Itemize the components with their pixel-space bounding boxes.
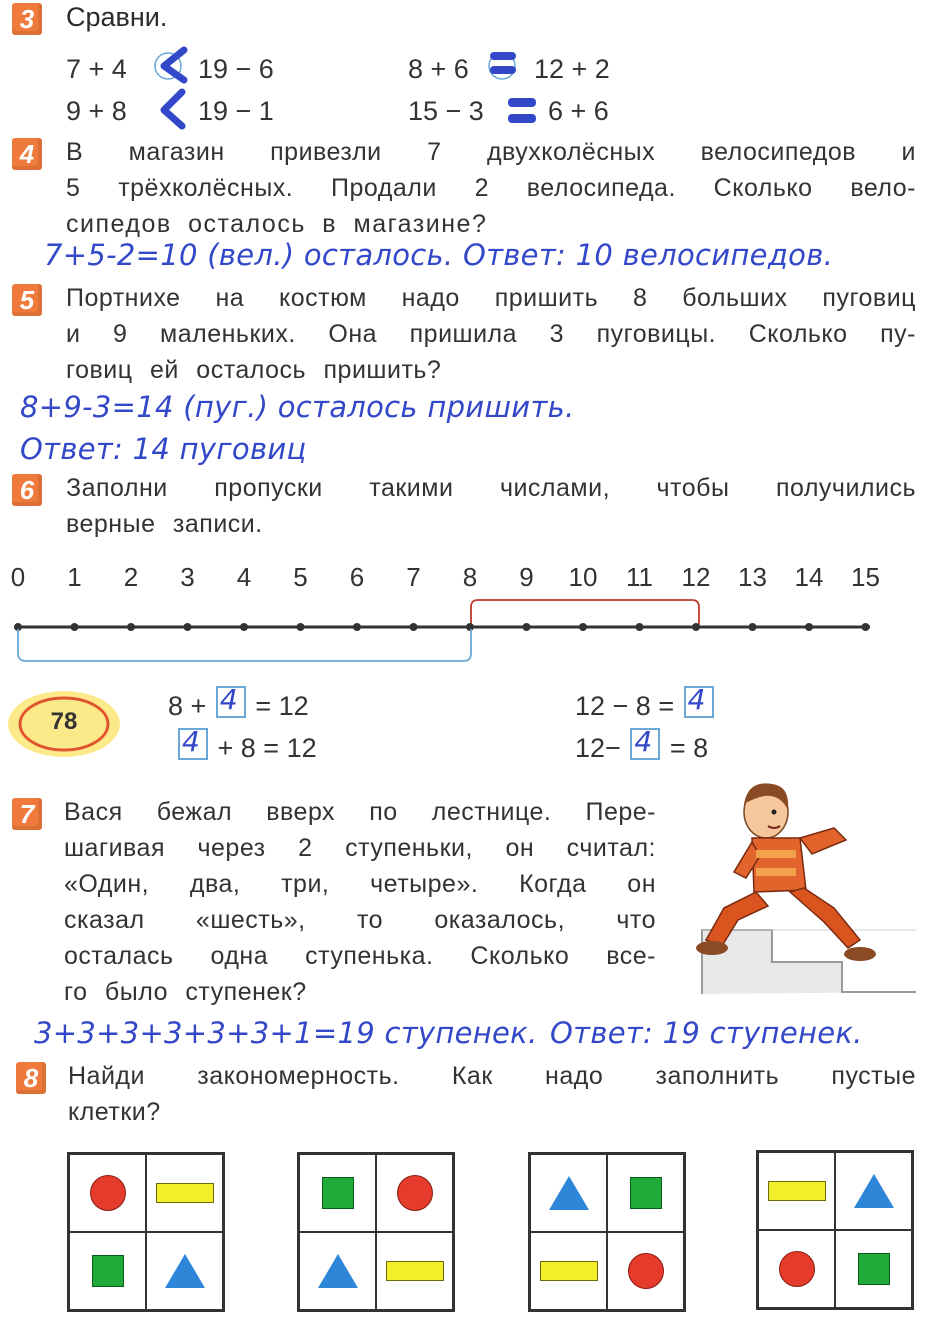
rect-shape bbox=[386, 1261, 444, 1281]
less-than-sign-1 bbox=[152, 44, 192, 84]
square-shape bbox=[630, 1177, 662, 1209]
grid-cell bbox=[530, 1154, 607, 1232]
number-line-label: 9 bbox=[519, 562, 534, 592]
task7-line-5: осталась одна ступенька. Сколько все- bbox=[64, 942, 656, 970]
pattern-grid-1 bbox=[67, 1152, 225, 1312]
equals-sign-2 bbox=[504, 94, 540, 128]
task3-expr-left-4: 15 − 3 bbox=[408, 96, 484, 126]
task7-handwritten-answer-1: 3+3+3+3+3+3+1=19 ступенек. bbox=[34, 1016, 538, 1050]
number-line-tick bbox=[297, 623, 305, 631]
number-line-label: 8 bbox=[462, 562, 478, 592]
number-line-label: 11 bbox=[626, 562, 653, 592]
square-shape bbox=[858, 1253, 890, 1285]
number-line-label: 5 bbox=[293, 562, 308, 592]
task-number-6: 6 bbox=[12, 474, 42, 506]
number-line-tick bbox=[410, 623, 418, 631]
grid-cell bbox=[835, 1152, 912, 1230]
grid-cell bbox=[299, 1232, 376, 1310]
task6-equation-2 bbox=[176, 725, 317, 764]
task8-line-2: клетки? bbox=[68, 1098, 161, 1126]
number-line-label: 0 bbox=[10, 562, 26, 592]
number-line-tick bbox=[184, 623, 192, 631]
task3-expr-right-4: 6 + 6 bbox=[548, 96, 609, 126]
answer-box bbox=[216, 683, 246, 718]
circle-shape bbox=[779, 1251, 815, 1287]
task7-line-3: «Один, два, три, четыре». Когда он bbox=[64, 870, 656, 898]
less-than-sign-2 bbox=[152, 88, 192, 130]
task3-title: Сравни. bbox=[66, 2, 168, 32]
task8-line-1: Найди закономерность. Как надо заполнить пустые bbox=[68, 1062, 916, 1090]
grid-cell bbox=[758, 1230, 835, 1308]
number-line-label: 13 bbox=[738, 562, 767, 592]
eq4-left: 12− bbox=[575, 733, 621, 763]
task7-line-6: го было ступенек? bbox=[64, 978, 307, 1006]
task7-line-4: сказал «шесть», то оказалось, что bbox=[64, 906, 656, 934]
task4-line-2: 5 трёхколёсных. Продали 2 велосипеда. Сколько вело- bbox=[66, 174, 916, 202]
task6-equation-1 bbox=[168, 683, 309, 722]
rect-shape bbox=[540, 1261, 598, 1281]
task4-line-1: В магазин привезли 7 двухколёсных велосипедов и bbox=[66, 138, 916, 166]
task3-expr-left-3: 8 + 6 bbox=[408, 54, 469, 84]
task7-line-2: шагивая через 2 ступеньки, он считал: bbox=[64, 834, 656, 862]
number-line-label: 2 bbox=[123, 562, 139, 592]
number-line-label: 4 bbox=[236, 562, 252, 592]
circle-shape bbox=[90, 1175, 126, 1211]
rect-shape bbox=[768, 1181, 826, 1201]
grid-cell bbox=[69, 1232, 146, 1310]
eq3-left: 12 − 8 = bbox=[575, 691, 675, 721]
task5-line-2: и 9 маленьких. Она пришила 3 пуговицы. Сколько пу- bbox=[66, 320, 916, 348]
number-line-label: 15 bbox=[851, 562, 880, 592]
eq2-right: + 8 = 12 bbox=[217, 733, 317, 763]
task4-line-3: сипедов осталось в магазине? bbox=[66, 210, 488, 238]
task5-line-1: Портнихе на костюм надо пришить 8 больших пуговиц bbox=[66, 284, 916, 312]
triangle-shape bbox=[854, 1174, 894, 1208]
answer-digit: 4 bbox=[634, 725, 653, 758]
answer-digit: 4 bbox=[687, 683, 706, 716]
grid-cell bbox=[530, 1232, 607, 1310]
eq4-right: = 8 bbox=[669, 733, 709, 763]
number-line-label: 12 bbox=[681, 562, 711, 592]
task4-handwritten-answer: 7+5-2=10 (вел.) осталось. Ответ: 10 велосипедов. bbox=[44, 238, 834, 272]
number-line-tick bbox=[466, 623, 474, 631]
number-line-tick bbox=[523, 623, 531, 631]
answer-digit: 4 bbox=[182, 725, 200, 758]
task6-line-1: Заполни пропуски такими числами, чтобы получились bbox=[66, 474, 916, 502]
task-number-8: 8 bbox=[16, 1062, 46, 1094]
number-line-label: 6 bbox=[349, 562, 365, 592]
number-line-label: 1 bbox=[67, 562, 82, 592]
task6-equation-3 bbox=[575, 683, 716, 722]
task5-handwritten-answer-1: 8+9-3=14 (пуг.) осталось пришить. bbox=[20, 390, 575, 424]
circle-shape bbox=[628, 1253, 664, 1289]
grid-cell bbox=[376, 1154, 453, 1232]
task-number-7: 7 bbox=[12, 798, 42, 830]
grid-cell bbox=[835, 1230, 912, 1308]
task-number-5: 5 bbox=[12, 284, 42, 316]
task3-expr-right-2: 19 − 1 bbox=[198, 96, 274, 126]
number-line-tick bbox=[240, 623, 248, 631]
number-line-tick bbox=[127, 623, 135, 631]
task-number-4: 4 bbox=[12, 138, 42, 170]
equals-sign-1 bbox=[484, 46, 520, 82]
task5-handwritten-answer-2: Ответ: 14 пуговиц bbox=[20, 432, 307, 466]
number-line-label: 10 bbox=[568, 562, 598, 592]
grid-cell bbox=[607, 1232, 684, 1310]
grid-cell bbox=[607, 1154, 684, 1232]
task-number-3: 3 bbox=[12, 3, 42, 35]
grid-cell bbox=[299, 1154, 376, 1232]
number-line-label: 3 bbox=[180, 562, 195, 592]
triangle-shape bbox=[549, 1176, 589, 1210]
pattern-grid-2 bbox=[297, 1152, 455, 1312]
answer-digit: 4 bbox=[219, 683, 238, 716]
number-line-tick bbox=[805, 623, 813, 631]
number-line-tick bbox=[579, 623, 587, 631]
square-shape bbox=[92, 1255, 124, 1287]
task6-line-2: верные записи. bbox=[66, 510, 263, 538]
grid-cell bbox=[146, 1154, 223, 1232]
page-number: 78 bbox=[50, 708, 78, 735]
number-line-tick bbox=[692, 623, 700, 631]
number-line-label: 14 bbox=[794, 562, 824, 592]
pattern-grid-3 bbox=[528, 1152, 686, 1312]
task3-expr-left-1: 7 + 4 bbox=[66, 54, 127, 84]
number-line-tick bbox=[862, 623, 870, 631]
circle-shape bbox=[397, 1175, 433, 1211]
grid-cell bbox=[376, 1232, 453, 1310]
number-line-tick bbox=[749, 623, 757, 631]
grid-cell bbox=[758, 1152, 835, 1230]
eq1-right: = 12 bbox=[255, 691, 309, 721]
eq1-left: 8 + bbox=[168, 691, 207, 721]
task5-line-3: говиц ей осталось пришить? bbox=[66, 356, 442, 384]
pattern-grid-4 bbox=[756, 1150, 914, 1310]
square-shape bbox=[322, 1177, 354, 1209]
triangle-shape bbox=[318, 1254, 358, 1288]
task6-equation-4 bbox=[575, 725, 709, 764]
number-line-tick bbox=[353, 623, 361, 631]
number-line-tick bbox=[71, 623, 79, 631]
rect-shape bbox=[156, 1183, 214, 1203]
number-line bbox=[0, 595, 933, 670]
grid-cell bbox=[69, 1154, 146, 1232]
task3-expr-right-3: 12 + 2 bbox=[534, 54, 610, 84]
task3-expr-left-2: 9 + 8 bbox=[66, 96, 127, 126]
boy-on-stairs-illustration bbox=[694, 772, 924, 994]
number-line-label: 7 bbox=[406, 562, 421, 592]
number-line-tick bbox=[636, 623, 644, 631]
task3-expr-right-1: 19 − 6 bbox=[198, 54, 274, 84]
grid-cell bbox=[146, 1232, 223, 1310]
triangle-shape bbox=[165, 1254, 205, 1288]
answer-box bbox=[630, 725, 660, 760]
answer-box bbox=[178, 725, 208, 760]
task7-line-1: Вася бежал вверх по лестнице. Пере- bbox=[64, 798, 656, 826]
task7-handwritten-answer-2: Ответ: 19 ступенек. bbox=[550, 1016, 863, 1050]
answer-box bbox=[684, 683, 714, 718]
